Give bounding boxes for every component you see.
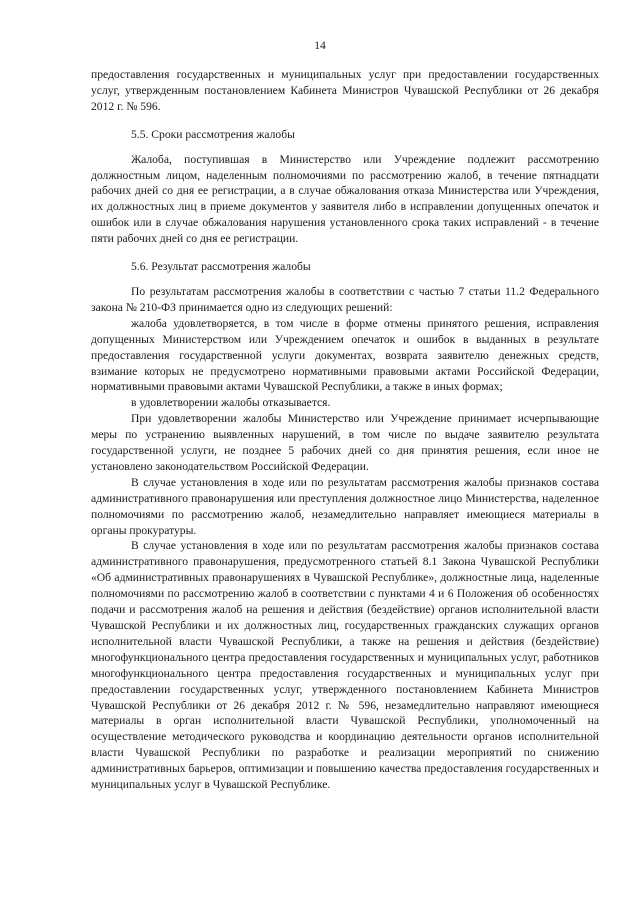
paragraph-administrative-referral: В случае установления в ходе или по результатам рассмотрения жалобы признаков состава административного правонарушения, предусмотренного статьей 8.1 Закона Чувашской Республики «Об административных правонарушениях в Чувашской Республике», должностные лица, наделенные полномочиями по рассмотрению жалоб в соответствии с пунктами 4 и 6 Положения об особенностях подачи и рассмотрения жалоб на решения и действия (бездействие) органов исполнительной власти Чувашской Республики и их должностных лиц, государственных гражданских служащих органов исполнительной власти Чувашской Республики, а также на решения и действия (бездействие) многофункционального центра предоставления государственных и муниципальных услуг, работников многофункционального центра предоставления государственных и муниципальных услуг при предоставлении государственных услуг, утвержденного постановлением Кабинета Министров Чувашской Республики от 26 декабря 2012 г. № 596, незамедлительно направляют имеющиеся материалы в орган исполнительной власти Чувашской Республики, уполномоченный на осуществление методического руководства и координацию деятельности органов исполнительной власти Чувашской Республики по разработке и реализации мероприятий по снижению административных барьеров, оптимизации и повышению качества предоставления государственных и муниципальных услуг в Чувашской Республике. [91,539,599,792]
document-body [91,67,599,793]
paragraph-remedy-measures: При удовлетворении жалобы Министерство или Учреждение принимает исчерпывающие меры по устранению выявленных нарушений, в том числе по выдаче заявителю результата государственной услуги, не позднее 5 рабочих дней со дня принятия решения, если иное не установлено законодательством Российской Федерации. [91,412,599,473]
paragraph-decision-intro: По результатам рассмотрения жалобы в соответствии с частью 7 статьи 11.2 Федерального закона № 210-ФЗ принимается одно из следующих решений: [91,284,599,314]
paragraph-review-terms: Жалоба, поступившая в Министерство или Учреждение подлежит рассмотрению должностным лицом, наделенным полномочиями по рассмотрению жалоб, в течение пятнадцати рабочих дней со дня ее регистрации, а в случае обжалования отказа Министерства или Учреждения, их должностных лиц в приеме документов у заявителя либо в исправлении допущенных опечаток и ошибок или в случае обжалования нарушения установленного срока таких исправлений - в течение пяти рабочих дней со дня ее регистрации. [91,152,599,246]
paragraph-decision-satisfy: жалоба удовлетворяется, в том числе в форме отмены принятого решения, исправления допущенных Министерством или Учреждением опечаток и ошибок в выданных в результате предоставления государственной услуги документах, возврата заявителю денежных средств, взимание которых не предусмотрено нормативными правовыми актами Российской Федерации, нормативными правовыми актами Чувашской Республики, а также в иных формах; [91,316,599,394]
section-heading-5-6: 5.6. Результат рассмотрения жалобы [131,260,311,274]
page-number: 14 [314,39,326,52]
paragraph-continuation: предоставления государственных и муниципальных услуг при предоставлении государственных услуг, утвержденным постановлением Кабинета Министров Чувашской Республики от 26 декабря 2012 г. № 596. [91,68,599,113]
paragraph-prosecution-referral: В случае установления в ходе или по результатам рассмотрения жалобы признаков состава административного правонарушения или преступления должностное лицо Министерства, наделенное полномочиями по рассмотрению жалоб, незамедлительно направляет имеющиеся материалы в органы прокуратуры. [91,475,599,537]
paragraph-decision-refuse: в удовлетворении жалобы отказывается. [131,396,331,410]
section-heading-5-5: 5.5. Сроки рассмотрения жалобы [131,127,295,141]
